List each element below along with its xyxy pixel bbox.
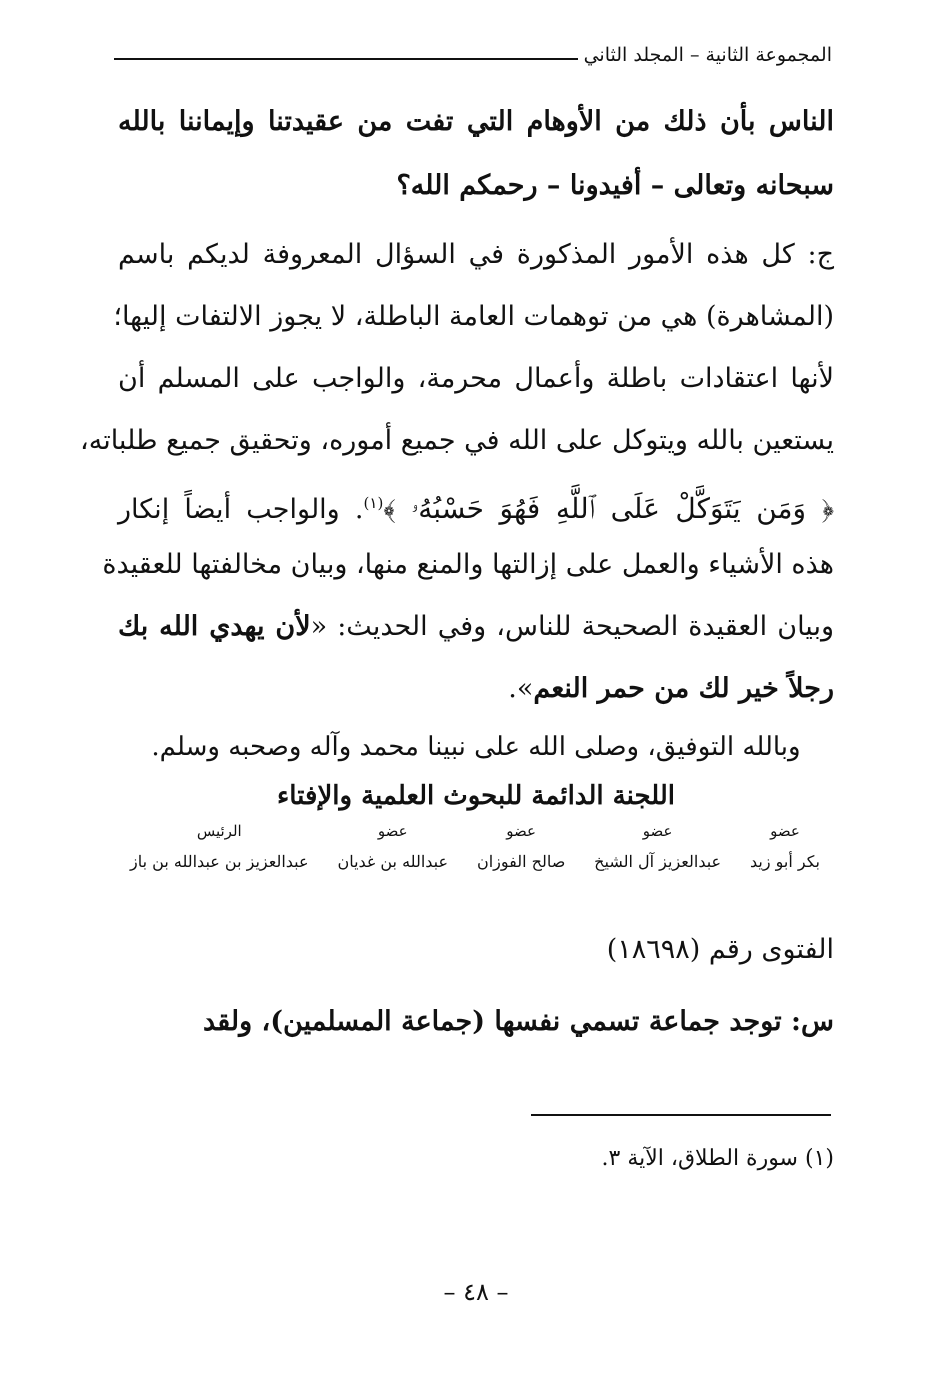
footnote-rule: [531, 1114, 831, 1116]
member-role: عضو: [377, 822, 408, 840]
running-title: المجموعة الثانية – المجلد الثاني: [583, 44, 832, 66]
fatwa-number: الفتوى رقم (١٨٦٩٨): [606, 934, 834, 965]
committee-title: اللجنة الدائمة للبحوث العلمية والإفتاء: [277, 781, 675, 811]
member: [477, 822, 565, 871]
member-name: صالح الفوزان: [476, 852, 566, 871]
answer-line-1: ج: كل هذه الأمور المذكورة في السؤال المعروفة لديكم باسم: [118, 239, 834, 270]
answer-line-7-plain: وبيان العقيدة الصحيحة للناس، وفي الحديث: «: [310, 611, 834, 642]
member-role: الرئيس: [196, 822, 242, 840]
page-number: – ٤٨ –: [443, 1278, 509, 1306]
member-name: بكر أبو زيد: [749, 852, 820, 871]
member-name: عبدالله بن غديان: [337, 852, 449, 871]
member-role: عضو: [506, 822, 536, 840]
answer-line-3: لأنها اعتقادات باطلة وأعمال محرمة، والواجب على المسلم أن: [118, 363, 834, 394]
footnote-marker: (١): [363, 494, 384, 512]
hadith-text-end: رجلاً خير لك من حمر النعم: [533, 673, 834, 704]
quran-verse: ﴿ وَمَن يَتَوَكَّلْ عَلَى ٱللَّهِ فَهُوَ حَسْبُهُۥ ﴾: [383, 492, 834, 525]
answer-line-8: [118, 669, 834, 709]
next-question-start: س: توجد جماعة تسمي نفسها (جماعة المسلمين)، ولقد: [203, 1006, 834, 1037]
committee-members: [130, 822, 820, 871]
answer-line-6: هذه الأشياء والعمل على إزالتها والمنع منها، وبيان مخالفتها للعقيدة: [102, 549, 834, 580]
member-name: عبدالعزيز آل الشيخ: [594, 852, 722, 871]
question-line-2: سبحانه وتعالى – أفيدونا – رحمكم الله؟: [396, 170, 834, 201]
question-line-1: الناس بأن ذلك من الأوهام التي تفت من عقيدتنا وإيماننا بالله: [118, 106, 834, 137]
answer-line-5: [118, 483, 834, 530]
hadith-close: ».: [508, 673, 534, 704]
running-header: [114, 44, 832, 66]
member-role: عضو: [642, 822, 673, 840]
member-name: عبدالعزيز بن عبدالله بن باز: [130, 852, 309, 871]
member-role: عضو: [770, 822, 800, 840]
member: [337, 822, 448, 871]
answer-line-4: يستعين بالله ويتوكل على الله في جميع أموره، وتحقيق جميع طلباته،: [80, 425, 834, 456]
closing-line: وبالله التوفيق، وصلى الله على نبينا محمد وآله وصحبه وسلم.: [151, 732, 801, 762]
hadith-text-start: لأن يهدي الله بك: [118, 611, 311, 642]
answer-line-2: (المشاهرة) هي من توهمات العامة الباطلة، لا يجوز الالتفات إليها؛: [113, 301, 834, 332]
footnote: (١) سورة الطلاق، الآية ٣.: [601, 1146, 834, 1171]
member: [130, 822, 309, 871]
header-rule: [114, 58, 578, 60]
answer-line-5-rest: . والواجب أيضاً إنكار: [118, 494, 364, 525]
member: [594, 822, 721, 871]
answer-line-7: [118, 607, 834, 647]
member: [750, 822, 820, 871]
